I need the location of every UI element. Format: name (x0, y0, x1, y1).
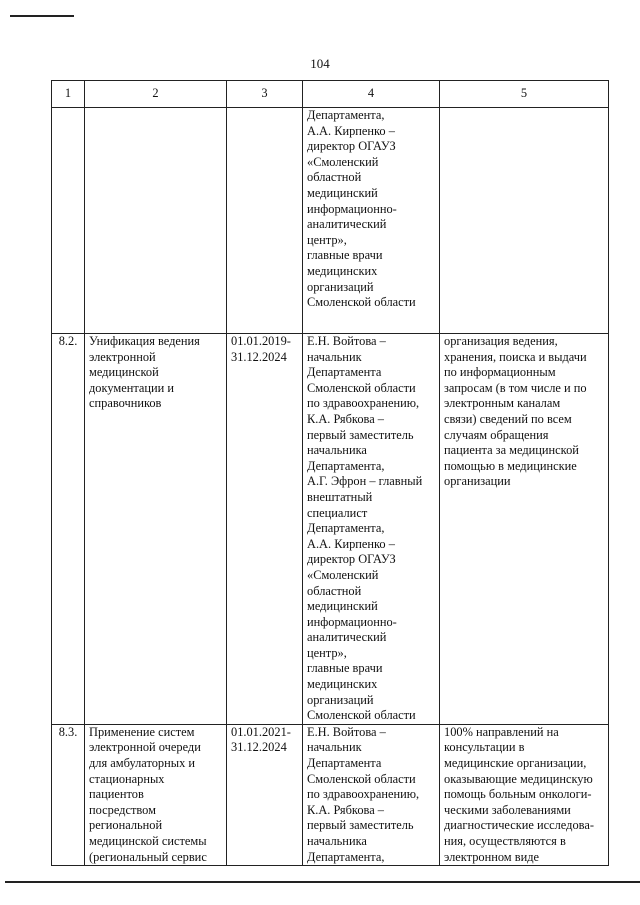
result: организация ведения, хранения, поиска и выдачи по информационным запросам (в том числе и по электронным каналам связи) сведений по всем случаям обращения пациента за медицинской помощью в медицинские организации (444, 334, 587, 489)
column-header: 2 (85, 81, 227, 108)
result-cell (440, 334, 609, 725)
result: 100% направлений на консультации в медицинские организации, оказывающие медицинскую помощь больным онкологи- ческими заболеваниями диагностические исследова- ния, осуществляются в электронном виде (444, 724, 594, 864)
measure-name-cell (85, 334, 227, 725)
table-header-row (52, 81, 609, 108)
result-cell (440, 724, 609, 865)
column-header: 5 (440, 81, 609, 108)
row-number: 8.2. (58, 334, 78, 348)
table-row (52, 724, 609, 865)
responsible-cell (303, 724, 440, 865)
period: 01.01.2021- 31.12.2024 (231, 724, 291, 755)
period-cell (227, 334, 303, 725)
measure-name-cell (85, 724, 227, 865)
column-header: 3 (227, 81, 303, 108)
measures-table (51, 80, 609, 866)
responsible: Е.Н. Войтова – начальник Департамента Смоленской области по здравоохранению, К.А. Рябкова – первый заместитель начальника Департамента, (307, 724, 420, 864)
responsible-cell (303, 334, 440, 725)
responsible: Е.Н. Войтова – начальник Департамента Смоленской области по здравоохранению, К.А. Рябкова – первый заместитель начальника Департамента, А.Г. Эфрон – главный внештатный специалист Департамента, А.А. Кирпенко – директор ОГАУЗ «Смоленский областной медицинский информационно- аналитический центр», главные врачи медицинских организаций Смоленской области (307, 334, 423, 723)
column-header: 1 (52, 81, 85, 108)
responsible: Департамента, А.А. Кирпенко – директор ОГАУЗ «Смоленский областной медицинский информационно- аналитический центр», главные врачи медицинских организаций Смоленской области (307, 108, 416, 310)
footer-rule (5, 881, 640, 883)
period: 01.01.2019- 31.12.2024 (231, 334, 291, 364)
row-number: 8.3. (58, 724, 78, 739)
row-number-cell (52, 724, 85, 865)
row-number-cell (52, 334, 85, 725)
row-number-cell (52, 108, 85, 334)
page-number: 104 (310, 56, 330, 71)
header-rule (10, 15, 74, 17)
table-row (52, 334, 609, 725)
measure-name: Унификация ведения электронной медицинской документации и справочников (89, 334, 200, 411)
period-cell (227, 724, 303, 865)
responsible-cell (303, 108, 440, 334)
measure-name: Применение систем электронной очереди для амбулаторных и стационарных пациентов посредством региональной медицинской системы (региональный сервис (89, 724, 207, 864)
column-header: 4 (303, 81, 440, 108)
period-cell (227, 108, 303, 334)
table-row (52, 108, 609, 334)
result-cell (440, 108, 609, 334)
measure-name-cell (85, 108, 227, 334)
